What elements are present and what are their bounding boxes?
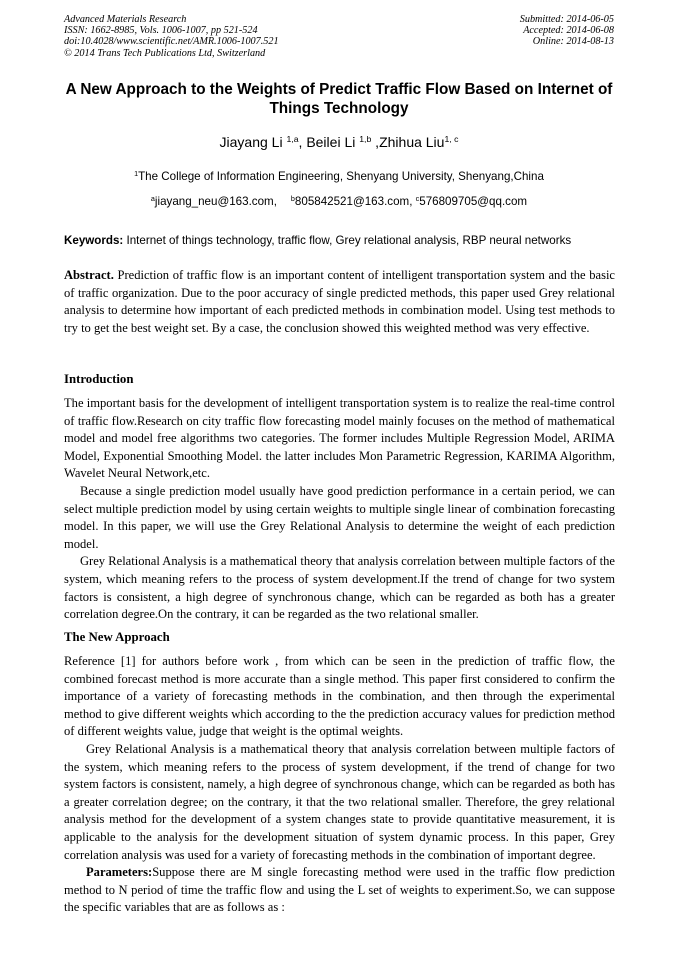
paragraph bbox=[64, 864, 615, 917]
paragraph: The important basis for the development of intelligent transportation system is to realize the real-time control of traffic flow.Research on city traffic flow forecasting model mainly focuses on the method of mathematical model and model free algorithms two categories. The former includes Multiple Regression Model, ARIMA Model, Exponential Smoothing Model. the latter includes Mon Parametric Regression, KARIMA Algorithm, Wavelet Neural Network,etc. bbox=[64, 396, 615, 481]
paper-title: A New Approach to the Weights of Predict Traffic Flow Based on Internet of Things Technology bbox=[65, 81, 613, 117]
author-list bbox=[0, 134, 678, 150]
introduction-heading: Introduction bbox=[64, 372, 134, 386]
author-superscript: 1, c bbox=[444, 134, 459, 145]
email-address[interactable]: 576809705@qq.com bbox=[419, 195, 528, 208]
keywords-line bbox=[64, 234, 624, 247]
author-name: Jiayang Li bbox=[219, 134, 283, 150]
email-superscript: c bbox=[415, 194, 420, 204]
email-list bbox=[0, 195, 678, 208]
affiliation-text: The College of Information Engineering, Shenyang University, Shenyang,China bbox=[138, 170, 544, 183]
introduction-body bbox=[64, 395, 615, 624]
parameters-text: Suppose there are M single forecasting method were used in the traffic flow prediction method to N period of time the traffic flow and using the L set of weights to experiment.So, we can suppose the specific variables that are as follows as : bbox=[64, 865, 615, 915]
author-superscript: 1,a bbox=[286, 134, 299, 145]
journal-name: Advanced Materials Research bbox=[64, 14, 187, 25]
email-superscript: b bbox=[290, 194, 295, 204]
affiliation-superscript: 1 bbox=[134, 169, 139, 179]
author-separator: , bbox=[298, 134, 307, 150]
new-approach-heading: The New Approach bbox=[64, 630, 170, 644]
author-separator: , bbox=[371, 134, 380, 150]
author-name: Zhihua Liu bbox=[379, 134, 445, 150]
email-address[interactable]: jiayang_neu@163.com, bbox=[154, 195, 277, 208]
journal-info bbox=[64, 14, 279, 59]
new-approach-body bbox=[64, 653, 615, 917]
affiliation bbox=[0, 170, 678, 183]
accepted-date: Accepted: 2014-06-08 bbox=[523, 25, 614, 37]
keywords-text: Internet of things technology, traffic flow, Grey relational analysis, RBP neural networks bbox=[126, 234, 572, 247]
dates-info bbox=[520, 14, 614, 48]
email-superscript: a bbox=[150, 194, 155, 204]
email-address[interactable]: 805842521@163.com, bbox=[294, 195, 413, 208]
keywords-label: Keywords: bbox=[64, 234, 124, 247]
issn-line: ISSN: 1662-8985, Vols. 1006-1007, pp 521-524 bbox=[64, 25, 258, 37]
author-name: Beilei Li bbox=[306, 134, 356, 150]
parameters-label: Parameters: bbox=[86, 865, 153, 880]
paragraph: Reference [1] for authors before work , from which can be seen in the prediction of traffic flow, the combined forecast method is more accurate than a single method. This paper first considered to confirm the importance of a variety of forecasting methods in the combination, and then through the experimental method to give different weights which according to the the prediction accuracy values for prediction method of different weights value, judge that weight is the optimal weights. bbox=[64, 654, 615, 739]
copyright-line: © 2014 Trans Tech Publications Ltd, Switzerland bbox=[64, 47, 266, 59]
paragraph: Grey Relational Analysis is a mathematical theory that analysis correlation between multiple factors of the system, which meaning refers to the process of system development, if the trend of change for two system factors is consistent, namely, a high degree of synchronous change, which can be regarded as both has a greater correlation degree; on the contrary, it that the two relational smaller. Therefore, the grey relational analysis method for the development of a system changes state to provide quantitative measurement, it is applicable to the analysis for the development situation of system dynamic process. In this paper, Grey correlation analysis was used for a variety of forecasting methods in the combination of important degree. bbox=[64, 741, 615, 862]
abstract-label: Abstract. bbox=[64, 268, 114, 282]
author-superscript: 1,b bbox=[359, 134, 372, 145]
abstract-text: Prediction of traffic flow is an important content of intelligent transportation system and the basic of traffic organization. Due to the poor accuracy of single predicted methods, this paper used Grey relational analysis to determine how important of each predicted methods in combination model. Using test methods to try to get the best weight set. By a case, the conclusion showed this weighted method was very effective. bbox=[64, 268, 616, 335]
paragraph: Grey Relational Analysis is a mathematical theory that analysis correlation between multiple factors of the system, which meaning refers to the process of system development.If the trend of change for two system factors is consistent, a high degree of synchronous change, which can be regarded as both has a greater correlation degree.On the contrary, it can be regarded as the two relational smaller. bbox=[64, 554, 615, 622]
paragraph: Because a single prediction model usually have good prediction performance in a certain period, we can select multiple prediction model by using certain weights to multiple single linear of combination forecasting model. In this paper, we will use the Grey Relational Analysis to determine the weight of each prediction model. bbox=[64, 483, 615, 551]
online-date: Online: 2014-08-13 bbox=[532, 36, 614, 48]
abstract-block bbox=[64, 267, 615, 337]
doi-line: doi:10.4028/www.scientific.net/AMR.1006-1007.521 bbox=[64, 36, 279, 48]
submitted-date: Submitted: 2014-06-05 bbox=[519, 14, 614, 25]
